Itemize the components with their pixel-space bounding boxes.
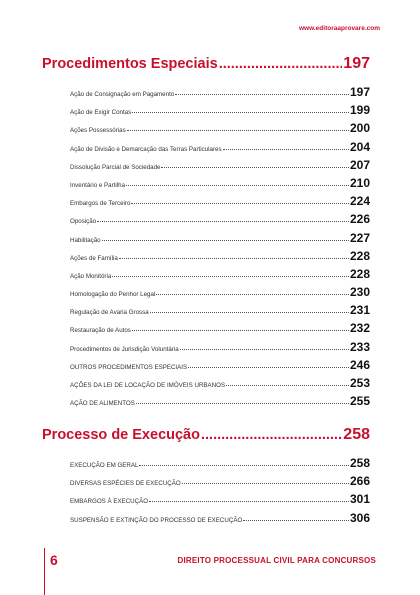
toc-leader-dots <box>119 258 349 259</box>
toc-entry-page-number: 227 <box>349 230 370 245</box>
toc-entry-page-number: 210 <box>349 175 370 190</box>
footer-book-title: DIREITO PROCESSUAL CIVIL PARA CONCURSOS <box>177 556 376 565</box>
section-title: Processo de Execução <box>42 427 200 443</box>
toc-leader-dots <box>131 203 349 204</box>
toc-entry-title: Inventário e Partilha <box>70 181 126 189</box>
toc-entry-title: Dissolução Parcial de Sociedade <box>70 163 161 171</box>
toc-entry-title: SUSPENSÃO E EXTINÇÃO DO PROCESSO DE EXECUÇÃO <box>70 516 243 524</box>
section-title: Procedimentos Especiais <box>42 56 218 72</box>
toc-entry-title: AÇÕES DA LEI DE LOCAÇÃO DE IMÓVEIS URBANOS <box>70 382 226 389</box>
toc-leader-dots <box>182 483 349 484</box>
toc-entry-title: Ações Possessórias <box>70 127 126 135</box>
toc-entry[interactable] <box>70 103 370 121</box>
toc-entry[interactable] <box>70 394 370 412</box>
toc-leader-dots <box>102 240 349 241</box>
toc-entry[interactable] <box>70 194 370 212</box>
toc-entry[interactable] <box>70 474 370 492</box>
toc-entry[interactable] <box>70 358 370 376</box>
toc-entry[interactable] <box>70 140 370 158</box>
toc-entry-title: Procedimentos de Jurisdição Voluntária <box>70 345 179 353</box>
toc-entry-page-number: 199 <box>349 103 370 118</box>
toc-entry[interactable] <box>70 456 370 474</box>
toc-leader-dots <box>126 185 349 186</box>
section-leader-dots <box>201 428 342 443</box>
toc-leader-dots <box>127 130 349 131</box>
toc-entry[interactable] <box>70 303 370 321</box>
footer-divider <box>44 548 45 595</box>
section-heading[interactable] <box>42 56 370 72</box>
toc-leader-dots <box>112 276 349 277</box>
toc-entry[interactable] <box>70 376 370 394</box>
toc-entry-title: Ação Monitória <box>70 272 112 280</box>
toc-leader-dots <box>97 221 349 222</box>
toc-entry[interactable] <box>70 321 370 339</box>
toc-entry-title: Restauração de Autos <box>70 327 131 335</box>
toc-entry-page-number: 228 <box>349 266 370 281</box>
toc-entry-page-number: 306 <box>349 510 370 525</box>
toc-entry[interactable] <box>70 85 370 103</box>
toc-entry[interactable] <box>70 231 370 249</box>
toc-leader-dots <box>132 112 349 113</box>
toc-entry-title: EXECUÇÃO EM GERAL <box>70 462 139 469</box>
toc-entry[interactable] <box>70 267 370 285</box>
toc-section-procedimentos-especiais <box>42 56 370 412</box>
toc-leader-dots <box>136 403 349 404</box>
toc-leader-dots <box>156 294 349 295</box>
toc-leader-dots <box>150 312 349 313</box>
toc-leader-dots <box>149 501 349 502</box>
section-page-number: 258 <box>343 426 370 443</box>
toc-entry-page-number: 301 <box>349 492 370 507</box>
toc-entry[interactable] <box>70 285 370 303</box>
section-page-number: 197 <box>343 55 370 72</box>
toc-entry[interactable] <box>70 158 370 176</box>
toc-entry[interactable] <box>70 511 370 529</box>
toc-entry[interactable] <box>70 249 370 267</box>
section-heading[interactable] <box>42 427 370 443</box>
toc-entry-page-number: 200 <box>349 121 370 136</box>
toc-entry-page-number: 246 <box>349 357 370 372</box>
toc-leader-dots <box>175 94 349 95</box>
toc-entry-page-number: 226 <box>349 212 370 227</box>
toc-entry-title: Regulação de Avaria Grossa <box>70 309 149 317</box>
toc-entry[interactable] <box>70 212 370 230</box>
toc-entry-title: DIVERSAS ESPÉCIES DE EXECUÇÃO <box>70 480 181 488</box>
toc-entry-page-number: 253 <box>349 376 370 390</box>
toc-entry-title: AÇÃO DE ALIMENTOS <box>70 400 135 408</box>
toc-entry-title: Embargos de Terceiro <box>70 200 131 208</box>
toc-leader-dots <box>243 520 349 521</box>
toc-entry-page-number: 233 <box>349 339 370 354</box>
toc-entry-title: Ação de Consignação em Pagamento <box>70 91 175 98</box>
toc-entry-title: Ação de Exigir Contas <box>70 109 132 117</box>
toc-entry-title: Homologação do Penhor Legal <box>70 291 156 299</box>
toc-entry-page-number: 258 <box>349 456 370 470</box>
toc-entry-page-number: 197 <box>349 85 370 99</box>
toc-entry[interactable] <box>70 340 370 358</box>
toc-leader-dots <box>161 167 349 168</box>
toc-entry-page-number: 207 <box>349 157 370 172</box>
toc-entry-page-number: 232 <box>349 321 370 336</box>
toc-leader-dots <box>188 367 349 368</box>
toc-entry-page-number: 204 <box>349 139 370 154</box>
toc-entry-page-number: 230 <box>349 285 370 300</box>
toc-entries <box>70 85 370 412</box>
toc-entry[interactable] <box>70 176 370 194</box>
toc-leader-dots <box>132 330 349 331</box>
toc-entry-page-number: 228 <box>349 248 370 263</box>
section-leader-dots <box>219 57 343 72</box>
toc-entry-title: Ação de Divisão e Demarcação das Terras Particulares <box>70 145 222 153</box>
toc-entry-page-number: 231 <box>349 303 370 318</box>
toc-leader-dots <box>139 465 349 466</box>
footer-page-number: 6 <box>50 552 58 568</box>
site-url: www.editoraaprovare.com <box>298 25 380 32</box>
toc-section-processo-de-execucao <box>42 427 370 529</box>
toc-entries <box>70 456 370 529</box>
toc-entry[interactable] <box>70 492 370 510</box>
toc-entry-page-number: 266 <box>349 474 370 489</box>
toc-entry-page-number: 224 <box>349 194 370 209</box>
toc-entry-page-number: 255 <box>349 394 370 409</box>
toc-entry-title: OUTROS PROCEDIMENTOS ESPECIAIS <box>70 363 188 371</box>
toc-entry-title: Oposição <box>70 218 97 226</box>
toc-entry-title: Ações de Família <box>70 254 118 262</box>
toc-leader-dots <box>180 349 349 350</box>
toc-entry-title: EMBARGOS À EXECUÇÃO <box>70 498 149 506</box>
toc-entry-title: Habilitação <box>70 236 101 244</box>
toc-leader-dots <box>223 149 349 150</box>
toc-entry[interactable] <box>70 121 370 139</box>
toc-leader-dots <box>226 385 349 386</box>
